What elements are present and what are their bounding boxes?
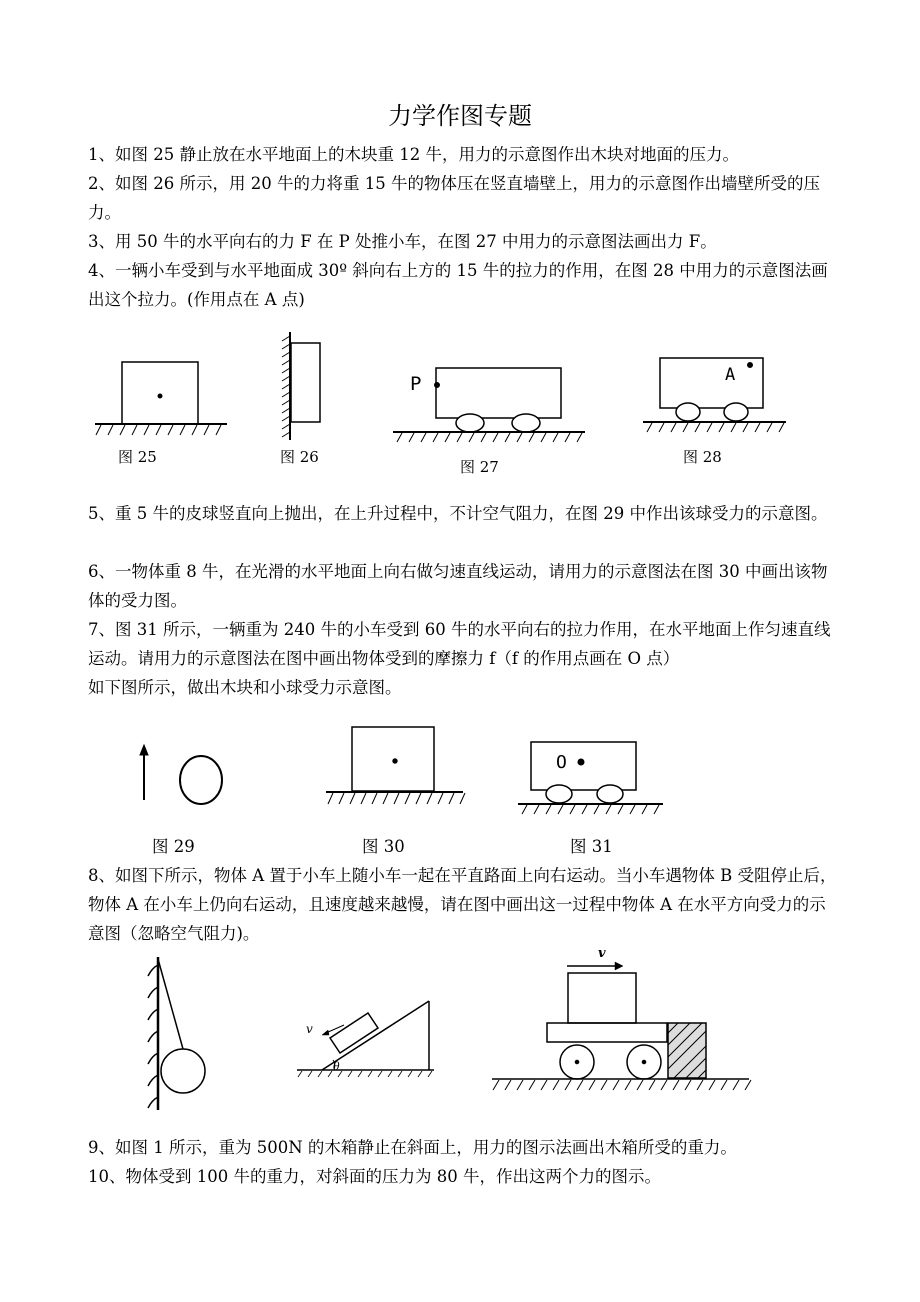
figure-25-block-on-ground xyxy=(95,360,230,440)
label-theta: θ xyxy=(333,1060,340,1073)
figure-27-caption: 图 27 xyxy=(460,458,499,476)
question-10: 10、物体受到 100 牛的重力，对斜面的压力为 80 牛，作出这两个力的图示。 xyxy=(88,1167,661,1186)
label-a: A xyxy=(725,365,736,385)
figure-25-caption: 图 25 xyxy=(118,448,157,466)
question-1: 1、如图 25 静止放在水平地面上的木块重 12 牛，用力的示意图作出木块对地面的压力。 xyxy=(88,145,739,164)
figure-28-caption: 图 28 xyxy=(683,448,722,466)
label-v-cart: v xyxy=(598,946,606,961)
figure-cart-with-blocks xyxy=(487,958,757,1123)
figure-box-on-incline xyxy=(292,995,442,1080)
question-9: 9、如图 1 所示，重为 500N 的木箱静止在斜面上，用力的图示法画出木箱所受的重力。 xyxy=(88,1138,737,1157)
figure-28-cart xyxy=(640,355,790,435)
question-7-subtitle: 如下图所示，做出木块和小球受力示意图。 xyxy=(88,678,402,697)
page-title: 力学作图专题 xyxy=(388,102,532,130)
label-o: O xyxy=(556,752,567,773)
question-8: 8、如图下所示，物体 A 置于小车上随小车一起在平直路面上向右运动。当小车遇物体 B 受阻停止后，物体 A 在小车上仍向右运动，且速度越来越慢，请在图中画出这一过程中物体 A 在水平方向受力的示意图（忽略空气阻力)。 xyxy=(88,866,837,943)
label-p: P xyxy=(410,373,422,395)
question-3: 3、用 50 牛的水平向右的力 F 在 P 处推小车，在图 27 中用力的示意图法画出力 F。 xyxy=(88,232,717,251)
label-v-incline: v xyxy=(306,1022,313,1036)
question-5: 5、重 5 牛的皮球竖直向上抛出，在上升过程中，不计空气阻力，在图 29 中作出该球受力的示意图。 xyxy=(88,504,828,523)
figure-26-caption: 图 26 xyxy=(280,448,319,466)
figure-29-caption: 图 29 xyxy=(152,837,195,856)
figure-ball-on-wall xyxy=(135,955,215,1115)
question-7: 7、图 31 所示，一辆重为 240 牛的小车受到 60 牛的水平向右的拉力作用，在水平地面上作匀速直线运动。请用力的示意图法在图中画出物体受到的摩擦力 f（f 的作用点画在 O 点） xyxy=(88,620,831,668)
figure-30-caption: 图 30 xyxy=(362,837,405,856)
figure-26-block-on-wall xyxy=(276,330,326,445)
figure-29-ball xyxy=(130,745,230,810)
figure-30-block-on-ground xyxy=(323,725,468,815)
figure-31-caption: 图 31 xyxy=(570,837,613,856)
question-2: 2、如图 26 所示，用 20 牛的力将重 15 牛的物体压在竖直墙壁上，用力的示意图作出墙壁所受的压力。 xyxy=(88,174,820,222)
figure-31-cart xyxy=(515,738,670,820)
question-4: 4、一辆小车受到与水平地面成 30º 斜向右上方的 15 牛的拉力的作用，在图 28 中用力的示意图法画出这个拉力。(作用点在 A 点) xyxy=(88,261,828,309)
question-6: 6、一物体重 8 牛，在光滑的水平地面上向右做匀速直线运动，请用力的示意图法在图 30 中画出该物体的受力图。 xyxy=(88,562,828,610)
